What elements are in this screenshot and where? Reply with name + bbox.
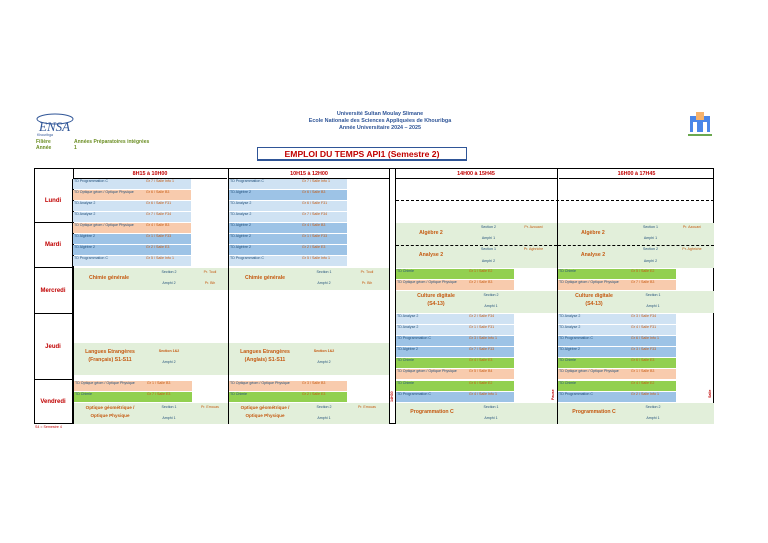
section-label: Section 2: [645, 405, 661, 409]
day-jeudi: Jeudi: [34, 314, 73, 380]
mercredi-am-left: [74, 268, 228, 290]
td-cell: TD Optique géom / Optique Physique: [73, 223, 145, 233]
td-cell: TD Analyse 2: [396, 325, 468, 335]
room-cell: Gr 6 / Salle Info 1: [630, 336, 676, 346]
room-cell: Gr 3 / Salle Info 1: [468, 336, 514, 346]
td-cell: TD Analyse 2: [396, 314, 468, 324]
td-cell: TD Programmation C: [558, 392, 630, 402]
room-label: Amphi 2: [643, 259, 658, 263]
td-cell: TD Chimie: [229, 392, 301, 402]
td-cell: TD Programmation C: [396, 336, 468, 346]
td-cell: TD Algèbre 2: [229, 234, 301, 244]
td-cell: TD Analyse 2: [73, 201, 145, 211]
academic-year: Année Universitaire 2024 – 2025: [338, 125, 422, 131]
section-label: Section 1&2: [158, 349, 180, 353]
filiere-values: Années Préparatoires intégrées 1: [74, 139, 150, 151]
room-cell: Gr 6 / Salle B3: [301, 190, 347, 200]
prof-label: Pr. Touil: [203, 270, 217, 274]
mardi-pm-left: [396, 223, 557, 268]
prof-label: Pr. Azouani: [524, 225, 543, 229]
mercredi-am-right: [229, 268, 389, 290]
prof-label: Pr. Bih: [204, 281, 216, 285]
room-cell: Gr 3 / Salle F34: [630, 314, 676, 324]
room-cell: Gr 5 / Salle Info 1: [145, 256, 191, 266]
section-label: Section 1: [161, 405, 177, 409]
mardi-pm-right: [558, 223, 714, 268]
td-cell: TD Analyse 2: [73, 212, 145, 222]
room-cell: Gr 4 / Salle Info 1: [468, 392, 514, 402]
room-cell: Gr 1 / Salle F33: [145, 234, 191, 244]
td-cell: TD Optique géom / Optique Physique: [229, 381, 301, 391]
room-cell: Gr 7 / Salle F34: [145, 212, 191, 222]
td-cell: TD Optique géom / Optique Physique: [396, 280, 468, 290]
room-label: Amphi 2: [162, 281, 176, 285]
room-label: Amphi 2: [162, 360, 176, 364]
section-label: Section 1: [481, 247, 496, 251]
td-cell: TD Analyse 2: [229, 212, 301, 222]
course-label: Optique géométrique /: [85, 405, 135, 410]
university-name: Université Sultan Moulay Slimane: [336, 111, 424, 117]
course-sub-label: (Français) S1-S11: [88, 357, 132, 363]
slot-header-4: 16H00 à 17H45: [559, 169, 714, 179]
room-cell: Gr 2 / Salle B3: [468, 280, 514, 290]
td-cell: TD Chimie: [558, 269, 630, 279]
jeudi-am-left: [74, 343, 228, 375]
td-cell: TD Optique géom / Optique Physique: [558, 369, 630, 379]
td-cell: TD Chimie: [396, 381, 468, 391]
course-label: Culture digitale: [417, 293, 455, 299]
room-cell: Gr 6 / Salle F31: [301, 201, 347, 211]
room-cell: Gr 5 / Salle B4: [468, 369, 514, 379]
section-label: Section 2: [161, 270, 177, 274]
td-cell: TD Algèbre 2: [558, 347, 630, 357]
svg-text:Khouribga: Khouribga: [37, 133, 53, 137]
room-label: Amphi 1: [484, 304, 498, 308]
room-cell: Gr 2 / Salle E3: [301, 245, 347, 255]
td-cell: TD Algèbre 2: [396, 347, 468, 357]
td-cell: TD Programmation C: [73, 256, 145, 266]
room-cell: Gr 7 / Salle F33: [468, 347, 514, 357]
room-cell: Gr 3 / Salle F33: [630, 347, 676, 357]
room-cell: Gr 4 / Salle F31: [630, 325, 676, 335]
course-label: Analyse 2: [580, 252, 606, 258]
day-mardi: Mardi: [34, 223, 73, 268]
university-logo: [684, 108, 716, 140]
room-cell: Gr 7 / Salle Info 1: [301, 179, 347, 189]
jeudi-am-right: [229, 343, 389, 375]
vendredi-am-right: [229, 403, 389, 424]
prof-label: Pr. Aghriche: [682, 247, 702, 251]
jeudi-afternoon: [396, 314, 714, 380]
prof-label: Pr. Aghriche: [523, 247, 544, 251]
room-cell: Gr 1 / Salle B3: [146, 381, 192, 391]
course-label: Programmation C: [410, 409, 454, 415]
prof-label: Pr. Bih: [361, 281, 373, 285]
room-label: Amphi 2: [317, 360, 331, 364]
course-sub-label: Optique Physique: [90, 413, 130, 418]
td-cell: TD Chimie: [558, 358, 630, 368]
td-cell: TD Programmation C: [558, 336, 630, 346]
td-cell: TD Chimie: [74, 392, 146, 402]
lundi-morning: [73, 179, 389, 223]
page-title: EMPLOI DU TEMPS API1 (Semestre 2): [257, 147, 467, 161]
vendredi-pm-right: [558, 403, 714, 424]
room-cell: Gr 1 / Salle B3: [630, 369, 676, 379]
room-label: Amphi 1: [162, 416, 176, 420]
vertical-note: Pause: [551, 389, 555, 400]
mercredi-culture-left: [396, 291, 557, 313]
room-cell: Gr 7 / Salle E3: [146, 392, 192, 402]
td-cell: TD Optique géom / Optique Physique: [558, 280, 630, 290]
room-label: Amphi 1: [643, 236, 658, 240]
section-label: Section 2: [316, 405, 332, 409]
room-cell: Gr 6 / Salle F31: [145, 201, 191, 211]
course-label: Analyse 2: [418, 252, 444, 258]
td-cell: TD Programmation C: [229, 256, 301, 266]
td-cell: TD Algèbre 2: [229, 223, 301, 233]
room-cell: Gr 5 / Salle E2: [630, 269, 676, 279]
course-label: Algèbre 2: [419, 230, 443, 236]
filiere-labels: Filière Année: [36, 139, 52, 151]
room-cell: Gr 4 / Salle B3: [145, 223, 191, 233]
room-cell: Gr 2 / Salle Info 1: [630, 392, 676, 402]
td-cell: TD Optique géom / Optique Physique: [74, 381, 146, 391]
room-cell: Gr 2 / Salle E3: [301, 392, 347, 402]
room-cell: Gr 5 / Salle Info 1: [301, 256, 347, 266]
section-label: Section 2: [483, 293, 499, 297]
prof-label: Pr. Azouani: [682, 225, 702, 229]
room-label: Amphi 1: [317, 416, 331, 420]
day-mercredi: Mercredi: [34, 268, 73, 314]
course-label: Langues Etrangères: [85, 349, 135, 355]
td-cell: TD Chimie: [396, 269, 468, 279]
room-cell: Gr 1 / Salle E2: [468, 269, 514, 279]
room-cell: Gr 3 / Salle B3: [301, 381, 347, 391]
room-cell: Gr 2 / Salle E3: [145, 245, 191, 255]
td-cell: TD Programmation C: [229, 179, 301, 189]
mardi-morning: [73, 223, 389, 268]
td-cell: TD Optique géom / Optique Physique: [73, 190, 145, 200]
course-sub-label: (S4-13): [585, 301, 603, 307]
section-label: Section 1: [316, 270, 332, 274]
course-label: Chimie générale: [88, 275, 130, 281]
td-cell: TD Chimie: [396, 358, 468, 368]
course-label: Optique géométrique /: [240, 405, 290, 410]
section-label: Section 2: [643, 247, 658, 251]
room-cell: Gr 4 / Salle B3: [301, 223, 347, 233]
room-label: Amphi 1: [646, 304, 660, 308]
school-name: Ecole Nationale des Sciences Appliquées de Khouribga: [308, 118, 452, 124]
course-sub-label: Optique Physique: [245, 413, 285, 418]
room-cell: Gr 4 / Salle E2: [630, 381, 676, 391]
room-cell: Gr 6 / Salle E2: [468, 381, 514, 391]
ensa-logo: [33, 111, 87, 137]
room-label: Amphi 1: [484, 416, 498, 420]
td-cell: TD Algèbre 2: [229, 190, 301, 200]
prof-label: Pr. Errouas: [358, 405, 376, 409]
section-label: Section 2: [481, 225, 496, 229]
section-label: Section 1: [643, 225, 658, 229]
td-cell: TD Analyse 2: [558, 325, 630, 335]
section-label: Section 1&2: [313, 349, 335, 353]
room-label: Amphi 1: [481, 236, 496, 240]
td-cell: TD Programmation C: [73, 179, 145, 189]
room-cell: Gr 1 / Salle F33: [301, 234, 347, 244]
vertical-note: Salle: [708, 389, 712, 398]
day-lundi: Lundi: [34, 179, 73, 223]
course-label: Algèbre 2: [581, 230, 605, 236]
day-vendredi: Vendredi: [34, 380, 73, 424]
course-label: Culture digitale: [575, 293, 613, 299]
room-cell: Gr 7 / Salle B3: [630, 280, 676, 290]
slot-header-3: 14H00 à 15H45: [395, 169, 557, 179]
prof-label: Pr. Errouas: [201, 405, 219, 409]
room-cell: Gr 7 / Salle F34: [301, 212, 347, 222]
td-cell: TD Chimie: [558, 381, 630, 391]
section-label: Section 1: [483, 405, 499, 409]
room-cell: Gr 4 / Salle E3: [468, 358, 514, 368]
room-cell: Gr 2 / Salle F34: [468, 314, 514, 324]
svg-text:ENSA: ENSA: [39, 119, 71, 134]
td-cell: TD Algèbre 2: [73, 234, 145, 244]
slot-header-2: 10H15 à 12H00: [229, 169, 389, 179]
room-cell: Gr 6 / Salle E3: [630, 358, 676, 368]
footer-note: S4 = Semestre 4: [35, 425, 62, 429]
course-sub-label: (Anglais) S1-S11: [244, 357, 286, 363]
room-cell: Gr 7 / Salle Info 1: [145, 179, 191, 189]
td-cell: TD Analyse 2: [558, 314, 630, 324]
vendredi-pm-left: [396, 403, 557, 424]
course-label: Chimie générale: [244, 275, 286, 281]
room-cell: Gr 1 / Salle F31: [468, 325, 514, 335]
slot-header-1: 8H15 à 10H00: [73, 169, 227, 179]
room-label: Amphi 2: [317, 281, 331, 285]
td-cell: TD Algèbre 2: [73, 245, 145, 255]
room-label: Amphi 1: [646, 416, 660, 420]
td-cell: TD Optique géom / Optique Physique: [396, 369, 468, 379]
course-sub-label: (S4-13): [427, 301, 445, 307]
section-label: Section 1: [645, 293, 661, 297]
vendredi-am-left: [74, 403, 228, 424]
vertical-note: 14H30: [390, 391, 394, 402]
td-cell: TD Programmation C: [396, 392, 468, 402]
room-cell: Gr 6 / Salle B3: [145, 190, 191, 200]
course-label: Programmation C: [572, 409, 616, 415]
td-cell: TD Algèbre 2: [229, 245, 301, 255]
td-cell: TD Analyse 2: [229, 201, 301, 211]
room-label: Amphi 2: [481, 259, 496, 263]
course-label: Langues Etrangères: [240, 349, 290, 355]
mercredi-culture-right: [558, 291, 714, 313]
prof-label: Pr. Touil: [360, 270, 374, 274]
